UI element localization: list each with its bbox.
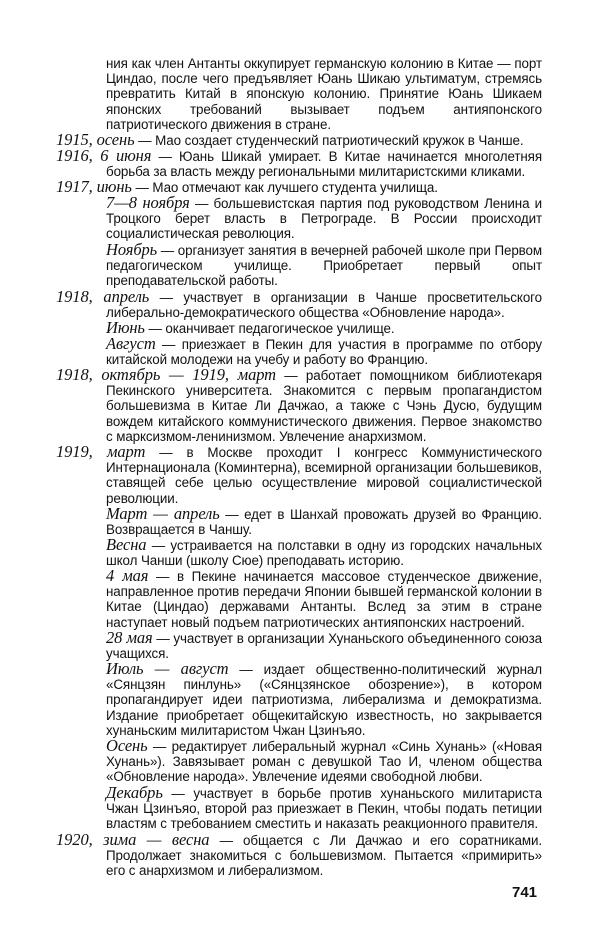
entry-date: Ноябрь <box>106 240 158 259</box>
entry-date: 1918, апрель <box>56 287 150 306</box>
continuation-text: ния как член Антанты оккупирует германскую колонию в Китае — порт Циндао, после чего предъявляет Юань Шикаю ультиматум, стремясь превратить Китай в японскую колонию. Принятие Юань Шикаем японских требований вызывает подъем антияпонского патриотического движения в стране. <box>106 56 542 132</box>
entry-text: — работает помощником библиотекаря Пекинского университета. Знакомится с первым пропагандистом большевизма в Китае Ли Дачжао, а также с Чэнь Дусю, будущим вождем китайского коммунистического движения. Первое знакомство с марксизмом-ленинизмом. Увлечение анархизмом. <box>106 368 542 444</box>
entry-text: — Юань Шикай умирает. В Китае начинается многолетняя борьба за власть между региональными милитаристскими кликами. <box>106 149 542 180</box>
entry-text: — едет в Шанхай провожать друзей во Францию. Возвращается в Чаншу. <box>106 507 542 538</box>
continuation-paragraph <box>0 56 600 132</box>
entry-date: 1919, март <box>56 442 146 461</box>
chronology-entry <box>0 444 600 506</box>
chronology-entry <box>0 289 600 320</box>
entry-date: Декабрь <box>106 783 163 802</box>
entry-date: 1918, октябрь — 1919, март <box>56 365 276 384</box>
chronology-entry <box>0 537 600 568</box>
entry-text: — участвует в организации Хунаньского объединенного союза учащихся. <box>106 631 542 662</box>
entry-date: 1916, 6 июня <box>56 146 152 165</box>
entry-date: 1917, июнь <box>56 177 132 196</box>
chronology-entry <box>0 661 600 738</box>
entry-text: — издает общественно-политический журнал «Сянцзян пинлунь» («Сянцзянское обозрение»), в котором пропагандирует идеи патриотизма, либерализма и демократизма. Издание приобретает общекитайскую известность, но закрывается хунаньским милитаристом Чжан Цзинъяо. <box>106 662 542 738</box>
chronology-entry <box>0 630 600 661</box>
entry-text: — участвует в организации в Чанше просветительского либерально-демократического общества «Обновление народа». <box>106 290 542 321</box>
chronology-entry <box>0 148 600 179</box>
chronology-entry <box>0 832 600 879</box>
chronology-entry <box>0 195 600 242</box>
entry-text: — в Пекине начинается массовое студенческое движение, направленное против передачи Японии бывшей германской колонии в Китае (Циндао) державами Антанты. Вслед за этим в стране наступает новый подъем патриотических антияпонских настроений. <box>106 569 542 630</box>
entry-text: — большевистская партия под руководством Ленина и Троцкого берет власть в Петрограде. В России происходит социалистическая революция. <box>106 196 542 242</box>
entry-text: — Мао отмечают как лучшего студента училища. <box>131 180 438 195</box>
chronology-entry <box>0 738 600 785</box>
entry-date: 4 мая <box>106 566 149 585</box>
entry-text: — редактирует либеральный журнал «Синь Хунань» («Новая Хунань»). Завязывает роман с девушкой Тао И, членом общества «Обновление народа». Увлечение идеями свободной любви. <box>106 739 542 785</box>
entry-date: Август <box>106 334 156 353</box>
chronology-entry <box>0 336 600 367</box>
chronology-entry <box>0 179 600 195</box>
entry-date: 1915, осень <box>56 130 135 149</box>
entry-date: 1920, зима — весна <box>56 830 210 849</box>
entry-date: Июль — август <box>106 659 229 678</box>
entry-text: — в Москве проходит I конгресс Коммунистического Интернационала (Коминтерна), всемирной организации большевиков, ставящей себе целью осуществление мировой социалистической революции. <box>106 445 542 506</box>
entry-text: — Мао создает студенческий патриотический кружок в Чанше. <box>134 133 524 148</box>
entry-date: Осень <box>106 736 148 755</box>
entry-date: Весна <box>106 535 147 554</box>
entry-text: — приезжает в Пекин для участия в программе по отбору китайской молодежи на учебу и работу во Францию. <box>106 337 542 368</box>
chronology-entry <box>0 785 600 832</box>
page-number: 741 <box>512 884 538 901</box>
entry-text: — устраивается на полставки в одну из городских начальных школ Чанши (школу Сюе) преподавать историю. <box>106 538 542 569</box>
entry-text: — участвует в борьбе против хунаньского милитариста Чжан Цзинъяо, второй раз приезжает в Пекин, чтобы подать петиции властям с требованием сместить и наказать реакционного правителя. <box>106 786 542 832</box>
chronology-entry <box>0 242 600 289</box>
chronology-entry <box>0 367 600 444</box>
entry-date: 7—8 ноября <box>106 193 190 212</box>
entry-date: Март — апрель <box>106 504 220 523</box>
chronology-entry <box>0 568 600 630</box>
entry-text: — оканчивает педагогическое училище. <box>144 321 395 336</box>
chronology-entry <box>0 320 600 336</box>
entry-date: Июнь <box>106 318 145 337</box>
chronology-entry <box>0 506 600 537</box>
entry-text: — организует занятия в вечерней рабочей школе при Первом педагогическом училище. Приобретает первый опыт преподавательской работы. <box>106 243 542 289</box>
entry-text: — общается с Ли Дачжао и его соратниками. Продолжает знакомиться с большевизмом. Пытается «примирить» его с анархизмом и либерализмом. <box>106 833 542 879</box>
entry-date: 28 мая <box>106 628 153 647</box>
